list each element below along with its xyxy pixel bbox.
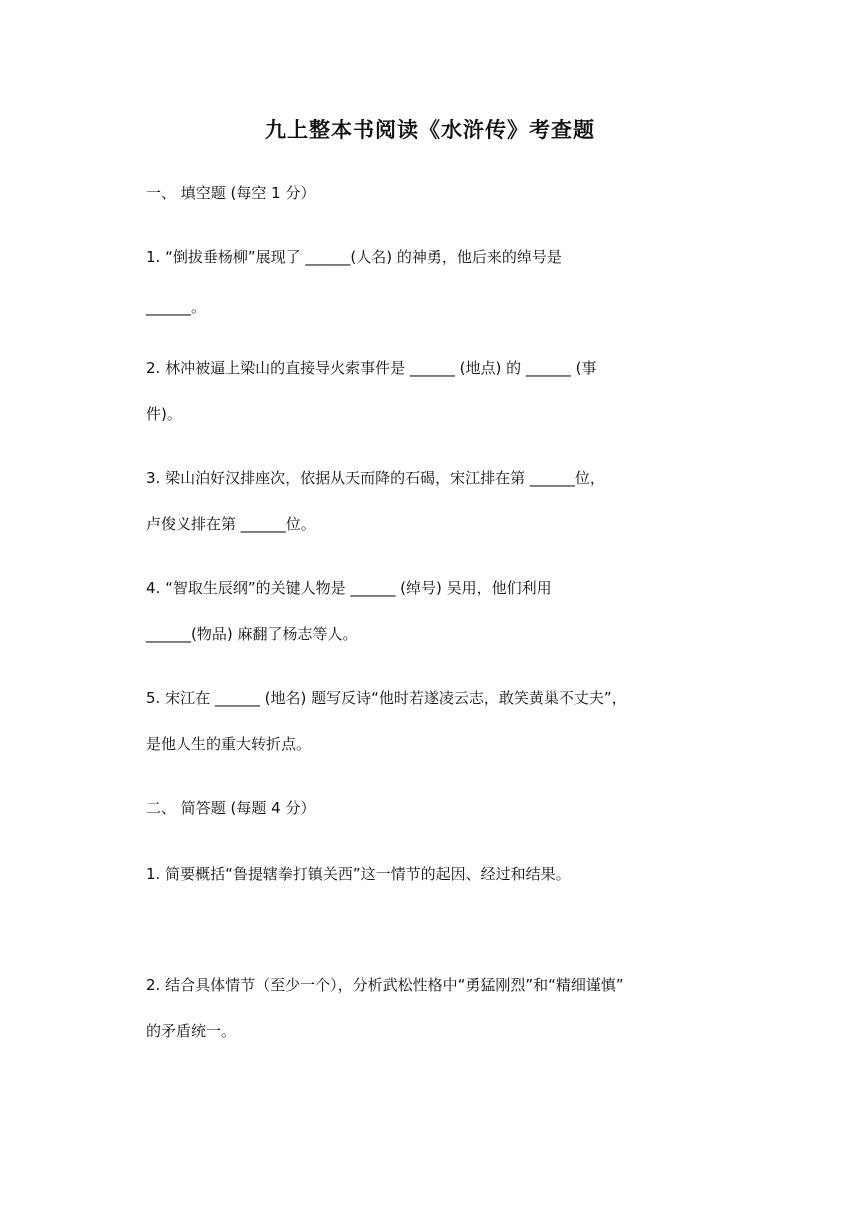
short-answer-2-line-1: 2. 结合具体情节（至少一个），分析武松性格中“勇猛刚烈”和“精细谨慎” xyxy=(146,976,624,994)
short-answer-1-line-1: 1. 简要概括“鲁提辖拳打镇关西”这一情节的起因、经过和结果。 xyxy=(146,865,571,883)
question-3-line-2: 卢俊义排在第 ______位。 xyxy=(146,515,316,533)
question-3-line-1: 3. 梁山泊好汉排座次，依据从天而降的石碣，宋江排在第 ______位， xyxy=(146,469,605,487)
question-1-line-2: ______。 xyxy=(146,298,207,316)
section-heading-short-answer: 二、 简答题 (每题 4 分） xyxy=(146,799,316,817)
short-answer-2-line-2: 的矛盾统一。 xyxy=(146,1022,237,1040)
section-heading-fill-in: 一、 填空题 (每空 1 分） xyxy=(146,184,316,202)
question-2-line-2: 件)。 xyxy=(146,405,182,423)
document-title: 九上整本书阅读《水浒传》考查题 xyxy=(265,118,595,142)
question-2-line-1: 2. 林冲被逼上梁山的直接导火索事件是 ______ (地点) 的 ______ (事 xyxy=(146,359,597,377)
question-1-line-1: 1. “倒拔垂杨柳”展现了 ______(人名) 的神勇，他后来的绰号是 xyxy=(146,248,562,266)
question-4-line-2: ______(物品) 麻翻了杨志等人。 xyxy=(146,625,358,643)
question-4-line-1: 4. “智取生辰纲”的关键人物是 ______ (绰号) 吴用，他们利用 xyxy=(146,579,552,597)
question-5-line-2: 是他人生的重大转折点。 xyxy=(146,735,312,753)
question-5-line-1: 5. 宋江在 ______ (地名) 题写反诗“他时若遂凌云志，敢笑黄巢不丈夫”， xyxy=(146,689,627,707)
